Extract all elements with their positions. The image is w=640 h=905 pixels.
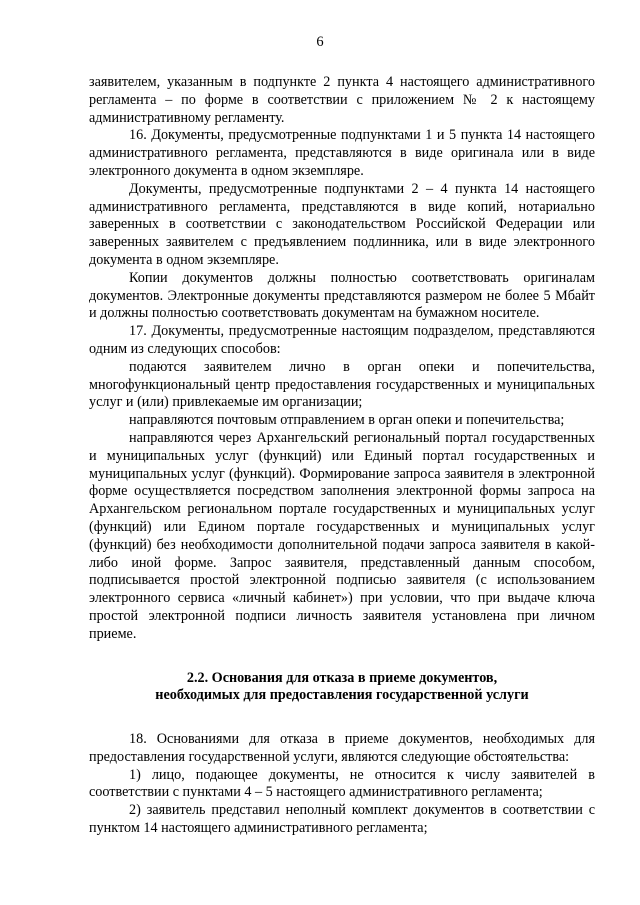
section-heading <box>89 670 595 706</box>
document-body <box>89 74 595 838</box>
paragraph-continuation: заявителем, указанным в подпункте 2 пункта 4 настоящего административного регламента – по форме в соответствии с приложением № 2 к настоящему административному регламенту. <box>89 74 595 126</box>
section-heading-line-2: необходимых для предоставления государственной услуги <box>155 687 529 704</box>
paragraph-documents-2-4: Документы, предусмотренные подпунктами 2 – 4 пункта 14 настоящего административного регламента, представляются в виде копий, нотариально заверенных в соответствии с законодательством Российской Федерации или заверенных заявителем с предъявлением подлинника, или в виде электронного документа в одном экземпляре. <box>89 180 595 268</box>
method-portal: направляются через Архангельский региональный портал государственных и муниципальных услуг (функций) или Единый портал государственных и муниципальных услуг (функций). Формирование запроса заявителя в электронной форме осуществляется посредством заполнения электронной формы запроса на Архангельском региональном портале государственных и муниципальных услуг (функций) или Едином портале государственных и муниципальных услуг (функций) без необходимости дополнительной подачи запроса заявителя в какой-либо иной форме. Запрос заявителя, представленный данным способом, подписывается простой электронной подписью заявителя (с использованием электронного сервиса «личный кабинет») при условии, что при выдаче ключа простой электронной подписи личность заявителя установлена при личном приеме. <box>89 429 595 642</box>
spacer <box>89 705 595 731</box>
paragraph-17: 17. Документы, предусмотренные настоящим подразделом, представляются одним из следующих способов: <box>89 323 595 357</box>
section-heading-line-1: 2.2. Основания для отказа в приеме документов, <box>186 669 498 686</box>
paragraph-copies: Копии документов должны полностью соответствовать оригиналам документов. Электронные документы представляются размером не более 5 Мбайт и должны полностью соответствовать документам на бумажном носителе. <box>89 269 595 322</box>
page-number: 6 <box>316 34 324 50</box>
method-in-person: подаются заявителем лично в орган опеки и попечительства, многофункциональный центр предоставления государственных и муниципальных услуг и (или) привлекаемые им организации; <box>89 358 595 411</box>
ground-2: 2) заявитель представил неполный комплект документов в соответствии с пунктом 14 настоящего административного регламента; <box>89 802 595 837</box>
ground-1: 1) лицо, подающее документы, не относится к числу заявителей в соответствии с пунктами 4 – 5 настоящего административного регламента; <box>89 766 595 801</box>
paragraph-18: 18. Основаниями для отказа в приеме документов, необходимых для предоставления государственной услуги, являются следующие обстоятельства: <box>89 731 595 765</box>
spacer <box>89 644 595 670</box>
paragraph-16: 16. Документы, предусмотренные подпунктами 1 и 5 пункта 14 настоящего административного регламента, представляются в виде оригинала или в виде электронного документа в одном экземпляре. <box>89 127 595 179</box>
method-post: направляются почтовым отправлением в орган опеки и попечительства; <box>129 412 565 429</box>
